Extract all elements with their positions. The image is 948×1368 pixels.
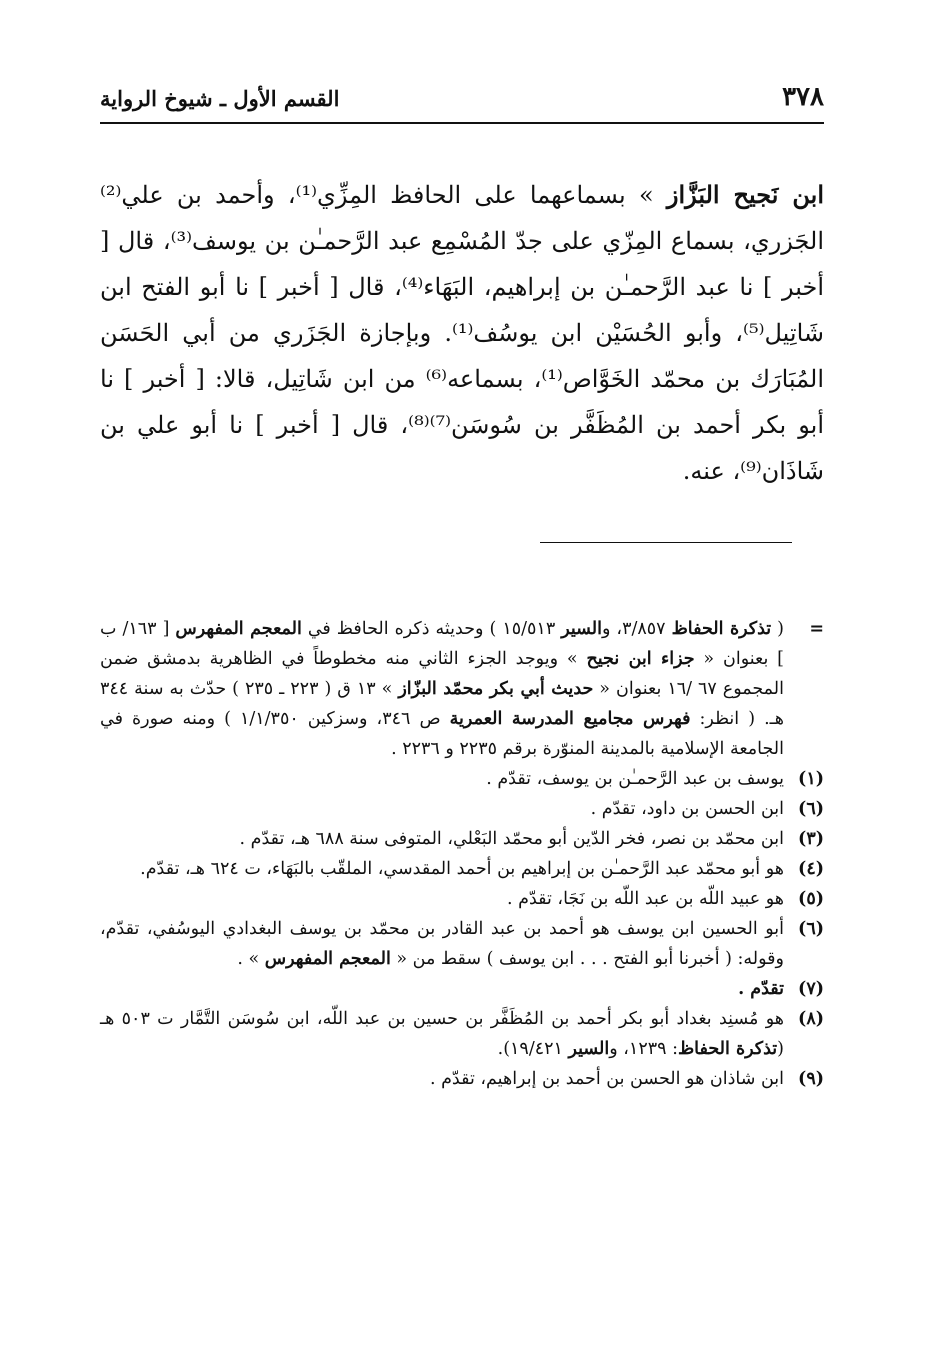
footnote-separator <box>540 542 792 543</box>
bold-reference: المعجم المفهرس <box>175 619 302 639</box>
footnote-number: (١) <box>798 769 824 789</box>
footnote-text: ١٩/٤٢١). <box>497 1039 569 1059</box>
footnote-text: » ويوجد الجزء الثاني منه مخطوطاً في الظاهرية بدمشق ضمن المجموع ٦٧ /١٦ بعنوان « <box>100 649 784 699</box>
footnote-text: ابن الحسن بن داود، تقدّم . <box>590 799 784 819</box>
running-title: القسم الأول ـ شيوخ الرواية <box>100 86 340 111</box>
footnote-text: ٣/٨٥٧، و <box>601 619 672 639</box>
footnote-body <box>100 1009 784 1059</box>
footnote-body <box>738 979 784 999</box>
footnote-number: (٧) <box>798 979 824 999</box>
footnote-body <box>140 859 784 879</box>
footnote-body <box>240 829 784 849</box>
page-number: ٣٧٨ <box>782 82 824 112</box>
bold-reference: جزاء ابن نجيح <box>586 649 695 669</box>
footnote-body <box>591 799 784 819</box>
footnote-text: ص ٣٤٦، وسزكين ١/١/٣٥٠ ) ومنه صورة في الجامعة الإسلامية بالمدينة المنوّرة برقم ٢٢٣٥ و ٢٢٣٦ . <box>100 709 784 759</box>
bold-reference: فهرس مجاميع المدرسة العمرية <box>449 709 691 729</box>
main-text-body: » بسماعهما على الحافظ المِزِّي⁽¹⁾، وأحمد بن علي⁽²⁾ الجَزري، بسماع المِزّي على جدّ المُسْمِع عبد الرَّحمـٰن بن يوسف⁽³⁾، قال [ أخبر ] نا عبد الرَّحمـٰن بن إبراهيم، البَهَاء⁽⁴⁾، قال [ أخبر ] نا أبو الفتح ابن شَاتِيل⁽⁵⁾، وأبو الحُسَيْن ابن يوسُف⁽¹⁾. وبإجازة الجَزَري من أبي الحَسَن المُبَارَك بن محمّد الخَوَّاص⁽¹⁾، بسماعه⁽⁶⁾ من ابن شَاتِيل، قالا: [ أخبر ] نا أبو بكر أحمد بن المُظَفَّر بن سُوسَن⁽⁷⁾⁽⁸⁾، قال [ أخبر ] نا أبو علي بن شَاذَان⁽⁹⁾، عنه. <box>100 181 825 485</box>
footnote-text: هو أبو محمّد عبد الرَّحمـٰن بن إبراهيم بن أحمد المقدسي، الملقّب بالبَهَاء، ت ٦٢٤ هـ، تقدّم. <box>140 859 784 879</box>
footnote-text: » ١٣ ق ( ٢٢٣ ـ ٢٣٥ ) حدّث به سنة ٣٤٤ هـ. ( انظر: <box>100 679 785 729</box>
footnote-body <box>486 769 784 789</box>
footnote-number: (٩) <box>798 1069 824 1089</box>
footnote <box>100 794 824 824</box>
continuation-text <box>100 619 784 759</box>
bold-reference: السير <box>561 619 602 639</box>
bold-reference: المعجم المفهرس <box>264 949 391 969</box>
footnote-text: [ ١٦٣/ ب ] بعنوان « <box>100 619 784 669</box>
continuation-mark: = <box>809 619 824 639</box>
footnote-text: ( <box>771 619 784 639</box>
footnote <box>100 974 824 1004</box>
footnote <box>100 884 824 914</box>
footnotes <box>100 614 824 1094</box>
footnote-text: ١٥/٥١٣ ) وحديثه ذكره الحافظ في <box>301 619 562 639</box>
footnote-number: (٣) <box>798 829 824 849</box>
main-text-bold-lead: ابن نَجيح البَزَّاز <box>666 180 824 209</box>
footnote <box>100 1064 824 1094</box>
footnote-text: : ١٢٣٩، و <box>609 1039 678 1059</box>
bold-reference: تقدّم . <box>738 979 784 999</box>
page-header <box>100 82 824 118</box>
bold-reference: تذكرة الحفاظ <box>671 619 772 639</box>
header-rule <box>100 122 824 124</box>
footnote-text: أبو الحسين ابن يوسف هو أحمد بن عبد القادر بن محمّد بن يوسف البغدادي اليوسُفي، تقدّم، وقوله: ( أخبرنا أبو الفتح . . . ابن يوسف ) سقط من « <box>100 919 784 969</box>
footnote <box>100 824 824 854</box>
footnote-number: (٨) <box>798 1009 824 1029</box>
footnote-text: ابن شاذان هو الحسن بن أحمد بن إبراهيم، تقدّم . <box>429 1069 784 1089</box>
footnote-number: (٤) <box>798 859 824 879</box>
footnote-text: هو مُسنِد بغداد أبو بكر أحمد بن المُظَفَّر بن حسين بن عبد اللّه، ابن سُوسَن التَّمَّار ت ٥٠٣ هـ ( <box>100 1009 784 1059</box>
footnote-continuation <box>100 614 824 764</box>
footnote-list <box>100 764 824 1094</box>
footnote <box>100 854 824 884</box>
footnote-number: (٦) <box>798 919 824 939</box>
footnote-text: هو عبيد اللّه بن عبد اللّه بن نَجَا، تقدّم . <box>506 889 784 909</box>
bold-reference: تذكرة الحفاظ <box>678 1039 778 1059</box>
footnote <box>100 1004 824 1064</box>
bold-reference: السير <box>568 1039 610 1059</box>
footnote-body <box>430 1069 784 1089</box>
footnote-text: يوسف بن عبد الرَّحمـٰن بن يوسف، تقدّم . <box>486 769 784 789</box>
footnote-body <box>507 889 784 909</box>
footnote <box>100 914 824 974</box>
footnote-body <box>100 919 784 969</box>
footnote-text: ابن محمّد بن نصر، فخر الدّين أبو محمّد البَعْلي، المتوفى سنة ٦٨٨ هـ، تقدّم . <box>239 829 784 849</box>
footnote <box>100 764 824 794</box>
bold-reference: حديث أبي بكر محمّد البزّاز <box>398 679 594 699</box>
footnote-number: (٥) <box>798 889 824 909</box>
footnote-text: » . <box>237 949 265 969</box>
footnote-number: (٦) <box>798 799 824 819</box>
main-text <box>100 172 824 494</box>
